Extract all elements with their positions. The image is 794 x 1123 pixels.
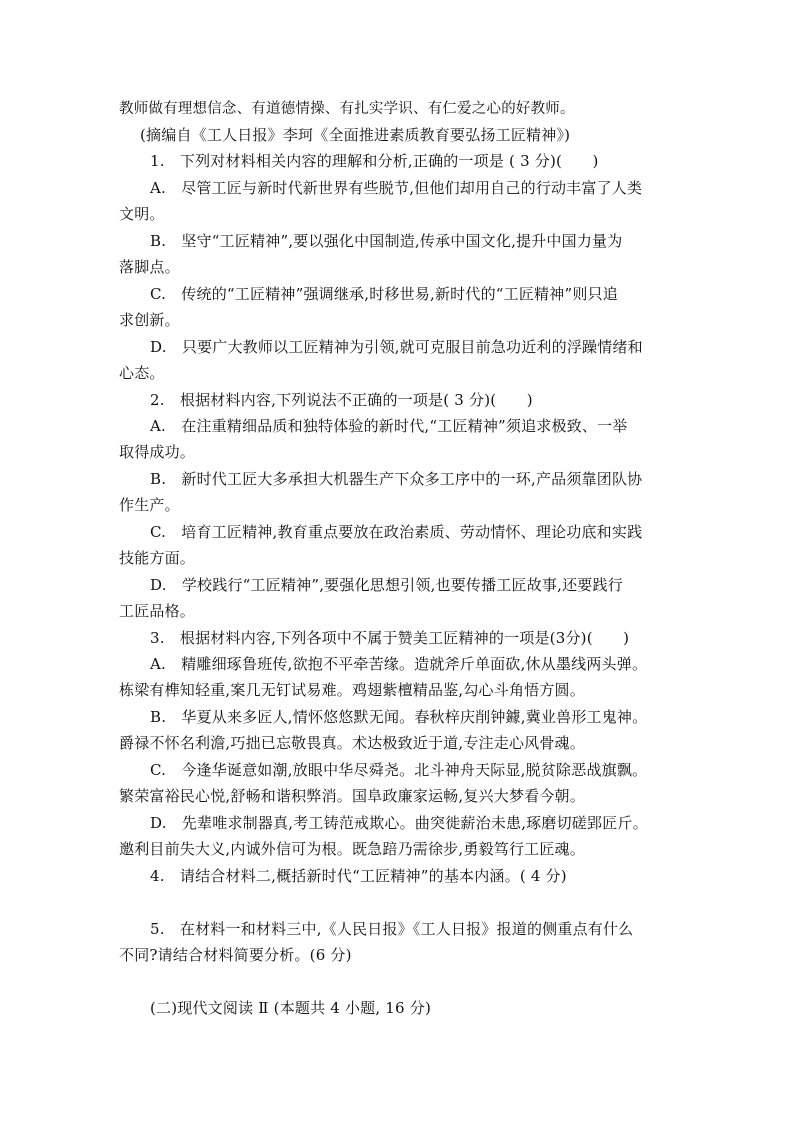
q3-option-c: C. 今逢华诞意如潮,放眼中华尽舜尧。北斗神舟天际显,脱贫除恶战旗飘。 — [150, 761, 648, 779]
q2-option-d-cont: 工匠品格。 — [119, 602, 196, 620]
q3-option-b-cont: 爵禄不怀名利澹,巧拙已忘敬畏真。术达极致近于道,专注走心风骨魂。 — [119, 734, 585, 752]
q2-option-b: B. 新时代工匠大多承担大机器生产下众多工序中的一环,产品须靠团队协 — [150, 470, 643, 488]
q1-option-b-cont: 落脚点。 — [119, 258, 180, 276]
q2-option-c: C. 培育工匠精神,教育重点要放在政治素质、劳动情怀、理论功底和实践 — [150, 523, 643, 541]
q3-option-a-cont: 栋梁有榫知轻重,案几无钉试易难。鸡翅紫檀精品鉴,勾心斗角悟方圆。 — [119, 681, 585, 699]
q2-option-a-cont: 取得成功。 — [119, 443, 196, 461]
q1-option-c-cont: 求创新。 — [119, 311, 180, 329]
q1-option-c: C. 传统的“工匠精神”强调继承,时移世易,新时代的“工匠精神”则只追 — [150, 285, 618, 303]
source-citation: (摘编自《工人日报》李珂《全面推进素质教育要弘扬工匠精神》) — [140, 126, 571, 144]
q3-option-d-cont: 邀利目前失大义,内诚外信可为根。既急踣乃需徐步,勇毅笃行工匠魂。 — [119, 840, 585, 858]
question-1-stem: 1. 下列对材料相关内容的理解和分析,正确的一项是 ( 3 分)( ) — [150, 152, 599, 170]
section-heading: (二)现代文阅读 Ⅱ (本题共 4 小题, 16 分) — [150, 999, 432, 1017]
paragraph-tail: 教师做有理想信念、有道德情操、有扎实学识、有仁爱之心的好教师。 — [119, 101, 575, 117]
question-2-stem: 2. 根据材料内容,下列说法不正确的一项是( 3 分)( ) — [150, 391, 533, 409]
q1-option-d: D. 只要广大教师以工匠精神为引领,就可克服目前急功近利的浮躁情绪和 — [150, 338, 643, 356]
q3-option-c-cont: 繁荣富裕民心悦,舒畅和谐积弊消。国阜政廉家运畅,复兴大梦看今朝。 — [119, 787, 585, 805]
q3-option-d: D. 先辈唯求制器真,考工铸范戒欺心。曲突徙薪治未患,琢磨切磋郢匠斤。 — [150, 814, 648, 832]
q2-option-c-cont: 技能方面。 — [119, 549, 196, 567]
q3-option-b: B. 华夏从来多匠人,情怀悠悠默无闻。春秋梓庆削钟鐻,冀业兽形工鬼神。 — [150, 708, 648, 726]
q1-option-a-cont: 文明。 — [119, 205, 165, 223]
q2-option-b-cont: 作生产。 — [119, 496, 180, 514]
question-5-stem: 5. 在材料一和材料三中,《人民日报》《工人日报》报道的侧重点有什么 — [150, 920, 634, 938]
question-5-cont: 不同?请结合材料简要分析。(6 分) — [119, 946, 352, 964]
q2-option-a: A. 在注重精细品质和独特体验的新时代,“工匠精神”须追求极致、一举 — [150, 417, 628, 435]
q1-option-d-cont: 心态。 — [119, 364, 165, 382]
question-4-stem: 4. 请结合材料二,概括新时代“工匠精神”的基本内涵。( 4 分) — [150, 867, 567, 885]
q1-option-b: B. 坚守“工匠精神”,要以强化中国制造,传承中国文化,提升中国力量为 — [150, 232, 623, 250]
q1-option-a: A. 尽管工匠与新时代新世界有些脱节,但他们却用自己的行动丰富了人类 — [150, 179, 643, 197]
question-3-stem: 3. 根据材料内容,下列各项中不属于赞美工匠精神的一项是(3分)( ) — [150, 629, 630, 647]
q2-option-d: D. 学校践行“工匠精神”,要强化思想引领,也要传播工匠故事,还要践行 — [150, 576, 623, 594]
q3-option-a: A. 精雕细琢鲁班传,欲抱不平牵苦缘。造就斧斤单面砍,休从墨线两头弹。 — [150, 655, 648, 673]
